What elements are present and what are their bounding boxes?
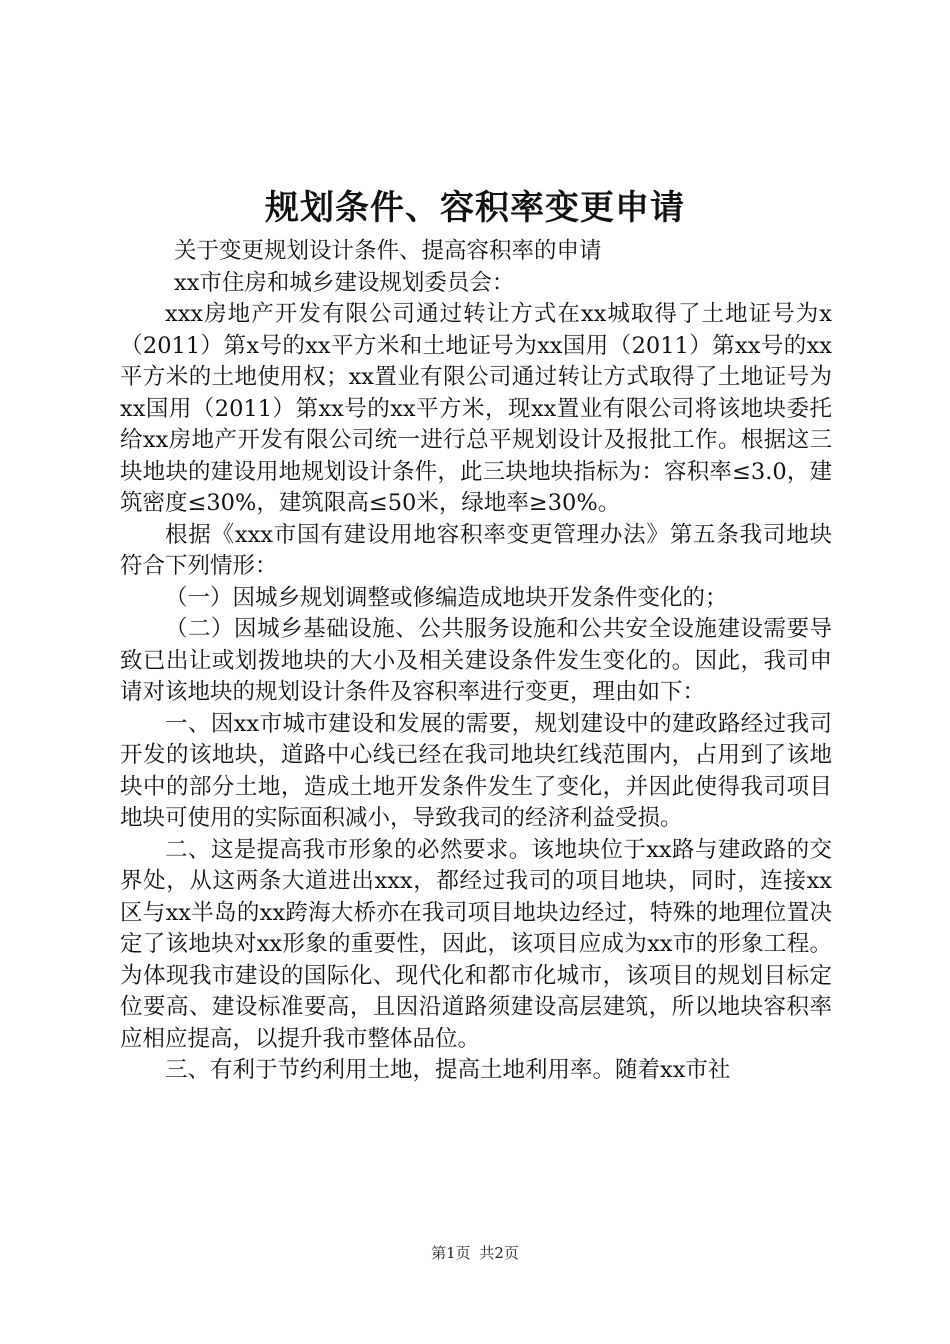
page-footer (0, 1243, 950, 1263)
paragraph-reason-two: 二、这是提高我市形象的必然要求。该地块位于xx路与建政路的交界处，从这两条大道进出xxx，都经过我司的项目地块，同时，连接xx区与xx半岛的xx跨海大桥亦在我司项目地块边经过，特殊的地理位置决定了该地块对xx形象的重要性，因此，该项目应成为xx市的形象工程。为体现我市建设的国际化、现代化和都市化城市，该项目的规划目标定位要高、建设标准要高，且因沿道路须建设高层建筑，所以地块容积率应相应提高，以提升我市整体品位。 (120, 836, 832, 1052)
paragraph-addressee: xx市住房和城乡建设规划委员会： (174, 269, 515, 296)
paragraph-reason-one: 一、因xx市城市建设和发展的需要，规划建设中的建政路经过我司开发的该地块，道路中心线已经在我司地块红线范围内，占用到了该地块中的部分土地，造成土地开发条件发生了变化，并因此使得我司项目地块可使用的实际面积减小，导致我司的经济利益受损。 (120, 710, 832, 831)
paragraph-case-one: （一）因城乡规划调整或修编造成地块开发条件变化的； (165, 584, 728, 611)
paragraph-reason-three: 三、有利于节约利用土地，提高土地利用率。随着xx市社 (165, 1057, 731, 1083)
document-title: 规划条件、容积率变更申请 (265, 188, 685, 228)
paragraph-case-two: （二）因城乡基础设施、公共服务设施和公共安全设施建设需要导致已出让或划拨地块的大小及相关建设条件发生变化的。因此，我司申请对该地块的规划设计条件及容积率进行变更，理由如下： (120, 616, 832, 705)
paragraph-regulation: 根据《xxx市国有建设用地容积率变更管理办法》第五条我司地块符合下列情形： (120, 521, 832, 579)
page-total: 共2页 (479, 1244, 519, 1262)
paragraph-land-rights: xxx房地产开发有限公司通过转让方式在xx城取得了土地证号为x（2011）第x号的xx平方米和土地证号为xx国用（2011）第xx号的xx平方米的土地使用权；xx置业有限公司通过转让方式取得了土地证号为xx国用（2011）第xx号的xx平方米，现xx置业有限公司将该地块委托给xx房地产开发有限公司统一进行总平规划设计及报批工作。根据这三块地块的建设用地规划设计条件，此三块地块指标为：容积率≤3.0，建筑密度≤30%，建筑限高≤50米，绿地率≥30%。 (120, 301, 832, 516)
document-body (120, 236, 832, 1087)
page-number: 第1页 (431, 1244, 471, 1262)
paragraph-subject: 关于变更规划设计条件、提高容积率的申请 (174, 238, 602, 264)
